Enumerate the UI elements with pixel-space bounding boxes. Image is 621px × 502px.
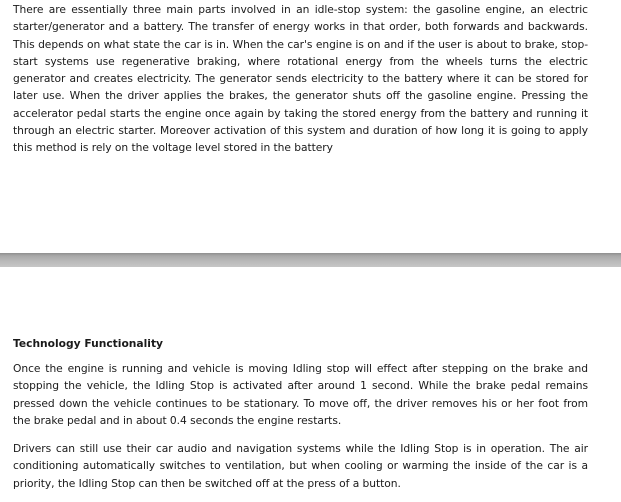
body-paragraph: There are essentially three main parts involved in an idle-stop system: the gasoline engine, an electric starter/generator and a battery. The transfer of energy works in that order, both forwards and backwards. This depends on what state the car is in. When the car's engine is on and if the user is about to brake, stop-start systems use regenerative braking, where rotational energy from the wheels turns the electric generator and creates electricity. The generator sends electricity to the battery where it can be stored for later use. When the driver applies the brakes, the generator shuts off the gasoline engine. Pressing the accelerator pedal starts the engine once again by taking the stored energy from the battery and running it through an electric starter. Moreover activation of this system and duration of how long it is going to apply this method is rely on the voltage level stored in the battery [13, 3, 588, 154]
page-separator [0, 253, 621, 267]
body-paragraph: Drivers can still use their car audio and navigation systems while the Idling Stop is in operation. The air conditioning automatically switches to ventilation, but when cooling or warming the inside of the car is a priority, the Idling Stop can then be switched off at the press of a button. [13, 442, 588, 490]
document-page-2 [0, 267, 621, 502]
section-heading: Technology Functionality [13, 337, 164, 350]
body-paragraph: Once the engine is running and vehicle is moving Idling stop will effect after stepping on the brake and stopping the vehicle, the Idling Stop is activated after around 1 second. While the brake pedal remains pressed down the vehicle continues to be stationary. To move off, the driver removes his or her foot from the brake pedal and in about 0.4 seconds the engine restarts. [13, 362, 588, 427]
